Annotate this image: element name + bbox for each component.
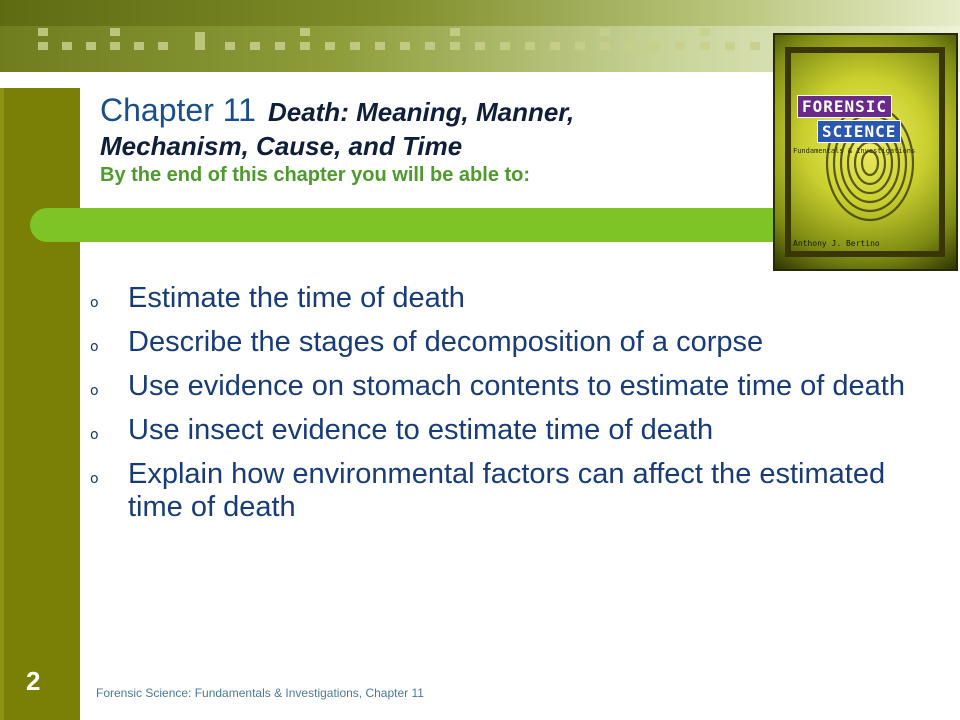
chapter-intro: By the end of this chapter you will be able to: [100,164,531,186]
cover-title [797,95,937,143]
cover-title-word-2: SCIENCE [817,120,901,143]
cover-subtitle: Fundamentals & Investigations [793,147,916,155]
list-item [90,458,910,524]
bullet-marker: o [90,383,99,399]
chapter-subtitle-part-1: Death: Meaning, Manner, [267,97,575,127]
list-item [90,326,910,359]
header-strip [0,0,960,26]
chapter-subtitle-part-2: Mechanism, Cause, and Time [100,131,463,161]
slide-footer: Forensic Science: Fundamentals & Investigations, Chapter 11 [96,686,424,700]
bullet-marker: o [90,339,99,355]
sidebar-highlight [0,88,4,720]
list-item-text: Describe the stages of decomposition of a corpse [128,326,764,358]
title-underline-bar [30,208,820,242]
list-item [90,414,910,447]
cover-title-word-1: FORENSIC [797,95,892,118]
list-item [90,370,910,403]
bullet-marker: o [90,471,99,487]
bullet-marker: o [90,427,99,443]
title-line-1 [100,92,760,130]
list-item-text: Use insect evidence to estimate time of death [128,414,714,446]
left-sidebar [0,88,80,720]
book-cover-image [773,33,958,271]
chapter-label: Chapter 11 [100,92,256,128]
slide-title [100,92,760,188]
objectives-list [90,282,910,535]
list-item-text: Use evidence on stomach contents to estimate time of death [128,370,905,402]
slide-number: 2 [26,666,41,696]
bullet-marker: o [90,295,99,311]
list-item [90,282,910,315]
list-item-text: Estimate the time of death [128,282,465,314]
cover-author: Anthony J. Bertino [793,239,880,248]
list-item-text: Explain how environmental factors can affect the estimated time of death [128,458,886,523]
